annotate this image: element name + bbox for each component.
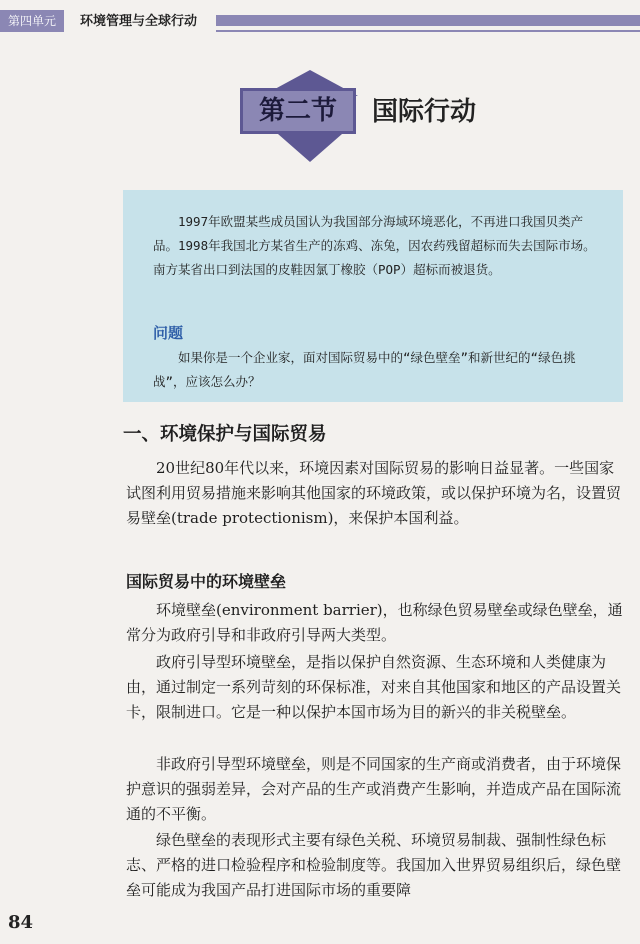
intro-paragraph: 1997年欧盟某些成员国认为我国部分海域环境恶化，不再进口我国贝类产品。1998年我国北方某省生产的冻鸡、冻兔，因农药残留超标而失去国际市场。南方某省出口到法国的皮鞋因氯丁橡胶（POP）超标而被退货。 (153, 214, 596, 277)
section-title-block (0, 70, 640, 170)
question-label: 问题 (153, 324, 184, 342)
header-rule-thin (216, 30, 640, 32)
subheading-environmental-barriers: 国际贸易中的环境壁垒 (126, 572, 287, 591)
running-header (0, 10, 640, 32)
paragraph-1: 20世纪80年代以来，环境因素对国际贸易的影响日益显著。一些国家试图利用贸易措施来影响其他国家的环境政策，或以保护环境为名，设置贸易壁垒(trade protectionism)，来保护本国利益。 (126, 459, 622, 527)
heading-environment-trade: 一、环境保护与国际贸易 (123, 424, 327, 445)
title-decoration-bottom (278, 134, 342, 162)
unit-label: 第四单元 (0, 10, 64, 32)
paragraph-4: 非政府引导型环境壁垒，则是不同国家的生产商或消费者，由于环境保护意识的强弱差异，会对产品的生产或消费产生影响，并造成产品在国际流通的不平衡。 (126, 755, 622, 823)
page-number: 84 (8, 912, 34, 933)
paragraph-2: 环境壁垒(environment barrier)，也称绿色贸易壁垒或绿色壁垒，通常分为政府引导和非政府引导两大类型。 (126, 601, 623, 644)
unit-title: 环境管理与全球行动 (74, 10, 203, 32)
intro-case-box (123, 190, 623, 402)
header-rule (216, 15, 640, 26)
section-label: 第二节 (240, 88, 356, 134)
paragraph-3: 政府引导型环境壁垒，是指以保护自然资源、生态环境和人类健康为由，通过制定一系列苛刻的环保标准，对来自其他国家和地区的产品设置关卡，限制进口。它是一种以保护本国市场为目的新兴的非关税壁垒。 (126, 653, 622, 721)
paragraph-5: 绿色壁垒的表现形式主要有绿色关税、环境贸易制裁、强制性绿色标志、严格的进口检验程序和检验制度等。我国加入世界贸易组织后，绿色壁垒可能成为我国产品打进国际市场的重要障 (126, 831, 622, 899)
section-title: 国际行动 (372, 97, 477, 127)
question-text: 如果你是一个企业家，面对国际贸易中的“绿色壁垒”和新世纪的“绿色挑战”，应该怎么办？ (153, 350, 576, 389)
